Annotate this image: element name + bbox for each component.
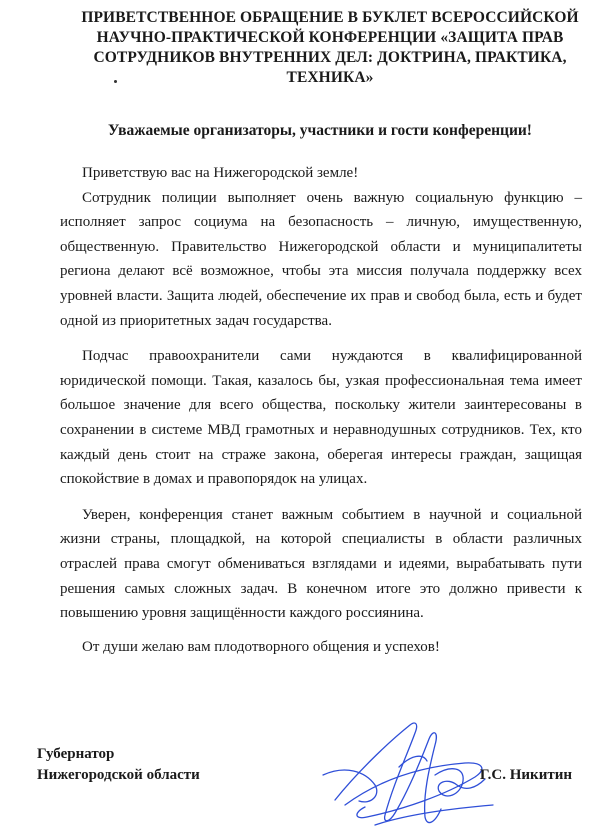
closing-paragraph: От души желаю вам плодотворного общения и успехов! [82,638,440,655]
signatory-position-line1: Губернатор [37,746,115,762]
salutation: Уважаемые организаторы, участники и гости конференции! [108,122,532,139]
document-title: ПРИВЕТСТВЕННОЕ ОБРАЩЕНИЕ В БУКЛЕТ ВСЕРОССИЙСКОЙ НАУЧНО-ПРАКТИЧЕСКОЙ КОНФЕРЕНЦИИ «ЗАЩИТА ПРАВ СОТРУДНИКОВ ВНУТРЕННИХ ДЕЛ: ДОКТРИНА, ПРАКТИКА, ТЕХНИКА» [81,9,579,86]
signatory-position [37,744,200,785]
body-paragraph: Уверен, конференция станет важным событием в научной и социальной жизни страны, площадкой, на которой специалисты в области различных отраслей права смогут обмениваться взглядами и идеями, вырабатывать пути решения самых сложных задач. В конечном итоге это должно привести к повышению уровня защищённости каждого россиянина. [60,506,582,622]
body-paragraph: Сотрудник полиции выполняет очень важную социальную функцию – исполняет запрос социума на безопасность – личную, имущественную, общественную. Правительство Нижегородской области и муниципалитеты региона делают всё возможное, чтобы эта миссия получала поддержку всех уровней власти. Защита людей, обеспечение их прав и свобод была, есть и будет одной из приоритетных задач государства. [60,189,582,329]
body-paragraph: Подчас правоохранители сами нуждаются в квалифицированной юридической помощи. Такая, казалось бы, узкая профессиональная тема имеет большое значение для всего общества, поскольку жители заинтересованы в сохранении в системе МВД грамотных и неравнодушных сотрудников. Тех, кто каждый день стоит на страже закона, оберегая интересы граждан, защищая спокойствие в домах и правопорядок на улицах. [60,348,582,488]
signatory-position-line2: Нижегородской области [37,766,200,783]
signatory-name: Г.С. Никитин [479,767,572,783]
greeting-paragraph: Приветствую вас на Нижегородской земле! [82,165,359,181]
handwritten-signature [315,705,505,835]
letter-body [60,161,582,659]
scan-speck [114,80,117,83]
